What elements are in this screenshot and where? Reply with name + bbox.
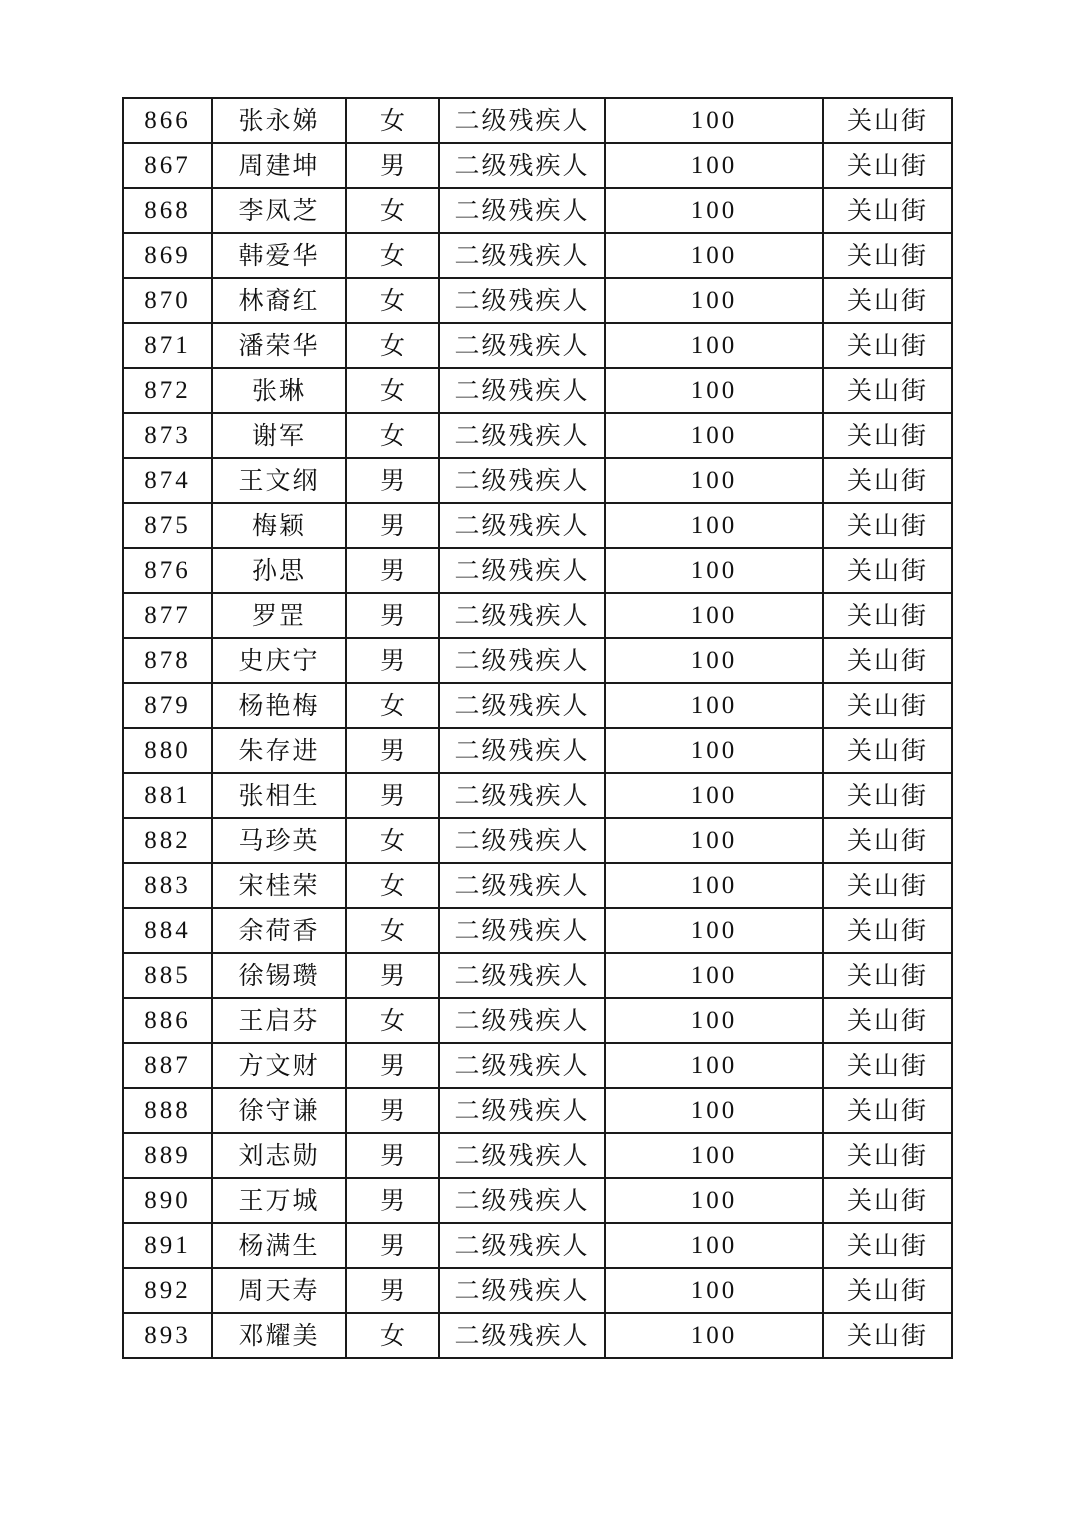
cell-serial-number: 877	[123, 593, 212, 638]
cell-street: 关山街	[823, 413, 952, 458]
cell-amount: 100	[605, 863, 823, 908]
table-row	[123, 143, 952, 188]
table-row	[123, 368, 952, 413]
cell-name: 方文财	[212, 1043, 346, 1088]
cell-disability-level: 二级残疾人	[439, 728, 605, 773]
cell-amount: 100	[605, 98, 823, 143]
cell-street: 关山街	[823, 773, 952, 818]
cell-disability-level: 二级残疾人	[439, 1223, 605, 1268]
cell-name: 杨艳梅	[212, 683, 346, 728]
cell-serial-number: 890	[123, 1178, 212, 1223]
cell-serial-number: 876	[123, 548, 212, 593]
cell-street: 关山街	[823, 1268, 952, 1313]
cell-disability-level: 二级残疾人	[439, 503, 605, 548]
cell-disability-level: 二级残疾人	[439, 638, 605, 683]
cell-disability-level: 二级残疾人	[439, 818, 605, 863]
table-row	[123, 1313, 952, 1358]
cell-name: 周建坤	[212, 143, 346, 188]
cell-gender: 女	[346, 188, 439, 233]
cell-street: 关山街	[823, 1223, 952, 1268]
cell-disability-level: 二级残疾人	[439, 593, 605, 638]
cell-disability-level: 二级残疾人	[439, 413, 605, 458]
cell-serial-number: 887	[123, 1043, 212, 1088]
table-row	[123, 1043, 952, 1088]
cell-name: 史庆宁	[212, 638, 346, 683]
cell-amount: 100	[605, 593, 823, 638]
cell-name: 王启芬	[212, 998, 346, 1043]
cell-disability-level: 二级残疾人	[439, 1313, 605, 1358]
cell-amount: 100	[605, 278, 823, 323]
cell-amount: 100	[605, 908, 823, 953]
cell-gender: 女	[346, 368, 439, 413]
cell-serial-number: 888	[123, 1088, 212, 1133]
cell-serial-number: 880	[123, 728, 212, 773]
cell-amount: 100	[605, 548, 823, 593]
roster-table-body	[123, 98, 952, 1358]
cell-serial-number: 866	[123, 98, 212, 143]
cell-disability-level: 二级残疾人	[439, 368, 605, 413]
cell-name: 余荷香	[212, 908, 346, 953]
cell-amount: 100	[605, 368, 823, 413]
cell-amount: 100	[605, 1268, 823, 1313]
cell-amount: 100	[605, 773, 823, 818]
cell-amount: 100	[605, 998, 823, 1043]
cell-gender: 女	[346, 818, 439, 863]
cell-disability-level: 二级残疾人	[439, 323, 605, 368]
cell-street: 关山街	[823, 368, 952, 413]
cell-name: 宋桂荣	[212, 863, 346, 908]
cell-gender: 女	[346, 1313, 439, 1358]
cell-street: 关山街	[823, 548, 952, 593]
cell-gender: 男	[346, 1043, 439, 1088]
cell-amount: 100	[605, 818, 823, 863]
cell-name: 韩爱华	[212, 233, 346, 278]
cell-amount: 100	[605, 143, 823, 188]
table-row	[123, 1223, 952, 1268]
cell-serial-number: 893	[123, 1313, 212, 1358]
cell-amount: 100	[605, 728, 823, 773]
cell-street: 关山街	[823, 908, 952, 953]
cell-name: 杨满生	[212, 1223, 346, 1268]
cell-name: 徐锡瓒	[212, 953, 346, 998]
cell-disability-level: 二级残疾人	[439, 143, 605, 188]
cell-street: 关山街	[823, 593, 952, 638]
cell-disability-level: 二级残疾人	[439, 1178, 605, 1223]
cell-amount: 100	[605, 1178, 823, 1223]
cell-amount: 100	[605, 638, 823, 683]
cell-serial-number: 886	[123, 998, 212, 1043]
table-row	[123, 413, 952, 458]
cell-disability-level: 二级残疾人	[439, 278, 605, 323]
cell-name: 孙思	[212, 548, 346, 593]
cell-name: 邓耀美	[212, 1313, 346, 1358]
cell-name: 朱存进	[212, 728, 346, 773]
cell-serial-number: 873	[123, 413, 212, 458]
table-row	[123, 188, 952, 233]
cell-gender: 女	[346, 98, 439, 143]
cell-street: 关山街	[823, 143, 952, 188]
cell-amount: 100	[605, 458, 823, 503]
cell-street: 关山街	[823, 953, 952, 998]
cell-gender: 男	[346, 953, 439, 998]
cell-serial-number: 867	[123, 143, 212, 188]
table-row	[123, 503, 952, 548]
cell-gender: 男	[346, 503, 439, 548]
cell-serial-number: 874	[123, 458, 212, 503]
cell-gender: 男	[346, 773, 439, 818]
cell-disability-level: 二级残疾人	[439, 998, 605, 1043]
table-row	[123, 728, 952, 773]
cell-disability-level: 二级残疾人	[439, 458, 605, 503]
cell-name: 梅颖	[212, 503, 346, 548]
cell-street: 关山街	[823, 1043, 952, 1088]
table-row	[123, 593, 952, 638]
cell-serial-number: 872	[123, 368, 212, 413]
cell-gender: 女	[346, 863, 439, 908]
table-row	[123, 1133, 952, 1178]
cell-serial-number: 884	[123, 908, 212, 953]
cell-disability-level: 二级残疾人	[439, 1043, 605, 1088]
cell-name: 王文纲	[212, 458, 346, 503]
cell-serial-number: 878	[123, 638, 212, 683]
cell-gender: 男	[346, 1178, 439, 1223]
cell-street: 关山街	[823, 278, 952, 323]
cell-street: 关山街	[823, 188, 952, 233]
cell-name: 刘志勋	[212, 1133, 346, 1178]
cell-amount: 100	[605, 683, 823, 728]
cell-name: 周天寿	[212, 1268, 346, 1313]
cell-amount: 100	[605, 233, 823, 278]
table-row	[123, 458, 952, 503]
cell-gender: 女	[346, 233, 439, 278]
table-row	[123, 863, 952, 908]
table-row	[123, 98, 952, 143]
cell-street: 关山街	[823, 818, 952, 863]
cell-gender: 女	[346, 323, 439, 368]
table-row	[123, 818, 952, 863]
cell-gender: 男	[346, 143, 439, 188]
cell-disability-level: 二级残疾人	[439, 98, 605, 143]
cell-street: 关山街	[823, 863, 952, 908]
cell-gender: 女	[346, 278, 439, 323]
cell-amount: 100	[605, 323, 823, 368]
table-row	[123, 548, 952, 593]
cell-gender: 女	[346, 413, 439, 458]
cell-serial-number: 879	[123, 683, 212, 728]
cell-name: 马珍英	[212, 818, 346, 863]
cell-gender: 男	[346, 1268, 439, 1313]
cell-serial-number: 885	[123, 953, 212, 998]
cell-street: 关山街	[823, 1178, 952, 1223]
cell-disability-level: 二级残疾人	[439, 773, 605, 818]
table-row	[123, 908, 952, 953]
cell-serial-number: 871	[123, 323, 212, 368]
cell-disability-level: 二级残疾人	[439, 1133, 605, 1178]
cell-street: 关山街	[823, 638, 952, 683]
cell-amount: 100	[605, 188, 823, 233]
cell-street: 关山街	[823, 683, 952, 728]
cell-serial-number: 883	[123, 863, 212, 908]
cell-gender: 女	[346, 998, 439, 1043]
cell-disability-level: 二级残疾人	[439, 908, 605, 953]
cell-amount: 100	[605, 1313, 823, 1358]
cell-serial-number: 889	[123, 1133, 212, 1178]
table-row	[123, 638, 952, 683]
cell-serial-number: 875	[123, 503, 212, 548]
table-row	[123, 233, 952, 278]
cell-name: 徐守谦	[212, 1088, 346, 1133]
cell-name: 谢军	[212, 413, 346, 458]
cell-street: 关山街	[823, 323, 952, 368]
cell-serial-number: 868	[123, 188, 212, 233]
cell-street: 关山街	[823, 1088, 952, 1133]
cell-amount: 100	[605, 1043, 823, 1088]
cell-street: 关山街	[823, 1133, 952, 1178]
cell-gender: 男	[346, 1223, 439, 1268]
table-row	[123, 773, 952, 818]
table-row	[123, 683, 952, 728]
cell-gender: 男	[346, 548, 439, 593]
cell-gender: 男	[346, 728, 439, 773]
cell-disability-level: 二级残疾人	[439, 683, 605, 728]
cell-street: 关山街	[823, 458, 952, 503]
cell-serial-number: 882	[123, 818, 212, 863]
cell-serial-number: 892	[123, 1268, 212, 1313]
cell-gender: 男	[346, 1133, 439, 1178]
cell-gender: 男	[346, 458, 439, 503]
roster-table	[122, 97, 953, 1359]
cell-amount: 100	[605, 413, 823, 458]
cell-street: 关山街	[823, 98, 952, 143]
cell-amount: 100	[605, 1088, 823, 1133]
cell-disability-level: 二级残疾人	[439, 548, 605, 593]
table-row	[123, 1178, 952, 1223]
cell-name: 张永娣	[212, 98, 346, 143]
cell-street: 关山街	[823, 1313, 952, 1358]
cell-serial-number: 881	[123, 773, 212, 818]
cell-name: 张相生	[212, 773, 346, 818]
cell-disability-level: 二级残疾人	[439, 1268, 605, 1313]
cell-street: 关山街	[823, 233, 952, 278]
cell-disability-level: 二级残疾人	[439, 233, 605, 278]
cell-name: 林裔红	[212, 278, 346, 323]
table-row	[123, 953, 952, 998]
cell-name: 张琳	[212, 368, 346, 413]
cell-name: 李凤芝	[212, 188, 346, 233]
cell-gender: 女	[346, 908, 439, 953]
cell-name: 潘荣华	[212, 323, 346, 368]
cell-serial-number: 869	[123, 233, 212, 278]
cell-disability-level: 二级残疾人	[439, 863, 605, 908]
cell-street: 关山街	[823, 503, 952, 548]
cell-gender: 男	[346, 1088, 439, 1133]
table-row	[123, 323, 952, 368]
cell-name: 王万城	[212, 1178, 346, 1223]
table-row	[123, 278, 952, 323]
cell-serial-number: 891	[123, 1223, 212, 1268]
cell-amount: 100	[605, 953, 823, 998]
cell-amount: 100	[605, 503, 823, 548]
cell-gender: 男	[346, 593, 439, 638]
table-row	[123, 1088, 952, 1133]
cell-amount: 100	[605, 1223, 823, 1268]
table-row	[123, 998, 952, 1043]
cell-gender: 女	[346, 683, 439, 728]
cell-disability-level: 二级残疾人	[439, 1088, 605, 1133]
cell-street: 关山街	[823, 998, 952, 1043]
cell-name: 罗罡	[212, 593, 346, 638]
cell-gender: 男	[346, 638, 439, 683]
cell-street: 关山街	[823, 728, 952, 773]
cell-serial-number: 870	[123, 278, 212, 323]
cell-disability-level: 二级残疾人	[439, 953, 605, 998]
table-row	[123, 1268, 952, 1313]
cell-amount: 100	[605, 1133, 823, 1178]
cell-disability-level: 二级残疾人	[439, 188, 605, 233]
